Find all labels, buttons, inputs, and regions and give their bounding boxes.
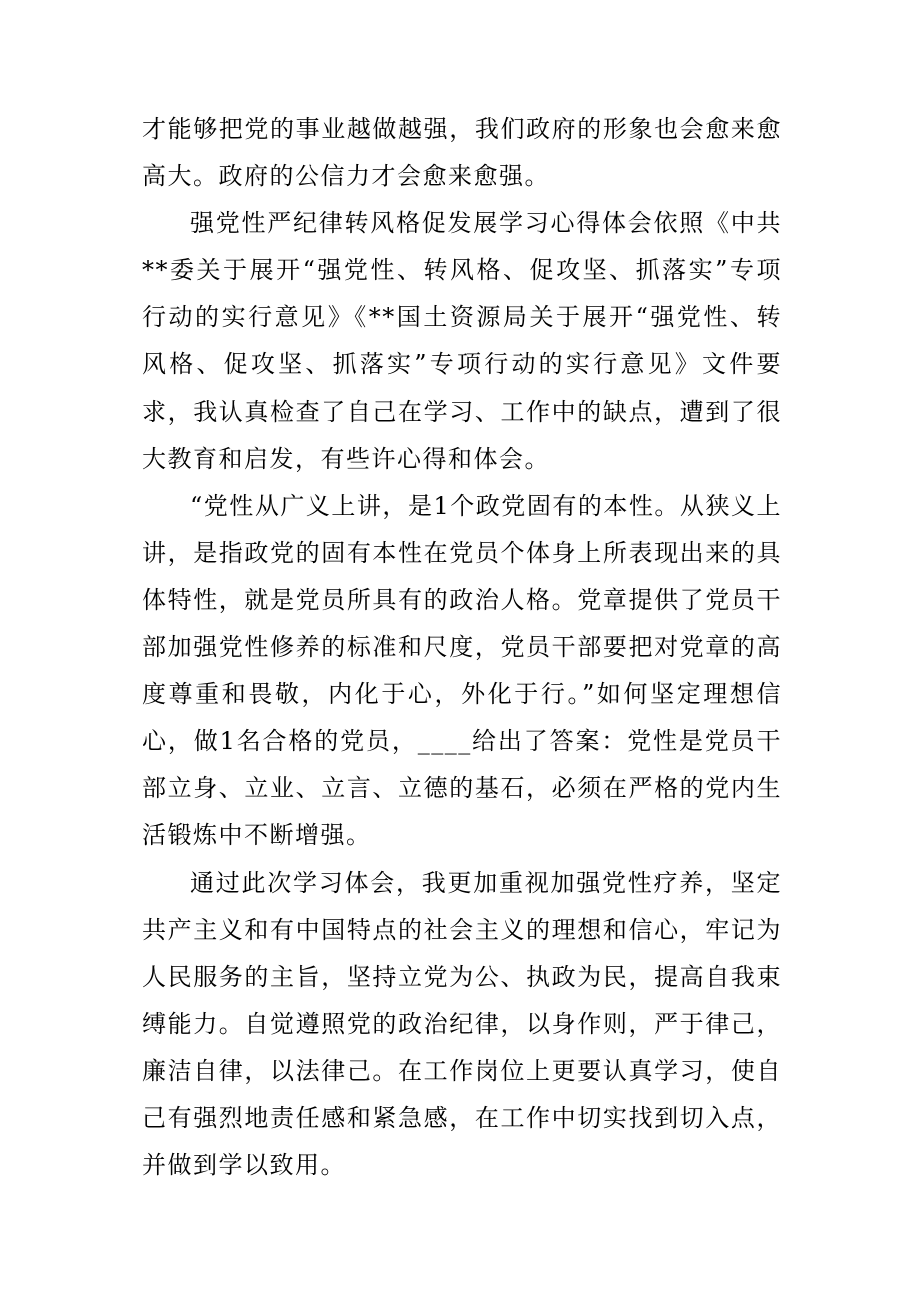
document-body: [142, 106, 782, 1189]
paragraph-party-spirit-quote: “党性从广义上讲，是1个政党固有的本性。从狭义上讲，是指政党的固有本性在党员个体身上所表现出来的具体特性，就是党员所具有的政治人格。党章提供了党员干部加强党性修养的标准和尺度，党员干部要把对党章的高度尊重和畏敬，内化于心，外化于行。”如何坚定理想信心，做1名合格的党员，____给出了答案：党性是党员干部立身、立业、立言、立德的基石，必须在严格的党内生活锻炼中不断增强。: [142, 491, 782, 850]
paragraph-study-intro: 强党性严纪律转风格促发展学习心得体会依照《中共**委关于展开“强党性、转风格、促攻坚、抓落实”专项行动的实行意见》《**国土资源局关于展开“强党性、转风格、促攻坚、抓落实”专项行动的实行意见》文件要求，我认真检查了自己在学习、工作中的缺点，遭到了很大教育和启发，有些许心得和体会。: [142, 209, 782, 473]
paragraph-conclusion: 通过此次学习体会，我更加重视加强党性疗养，坚定共产主义和有中国特点的社会主义的理想和信心，牢记为人民服务的主旨，坚持立党为公、执政为民，提高自我束缚能力。自觉遵照党的政治纪律，以身作则，严于律己，廉洁自律，以法律己。在工作岗位上更要认真学习，使自己有强烈地责任感和紧急感，在工作中切实找到切入点，并做到学以致用。: [142, 868, 782, 1180]
paragraph-continuation: 才能够把党的事业越做越强，我们政府的形象也会愈来愈高大。政府的公信力才会愈来愈强。: [142, 115, 782, 191]
